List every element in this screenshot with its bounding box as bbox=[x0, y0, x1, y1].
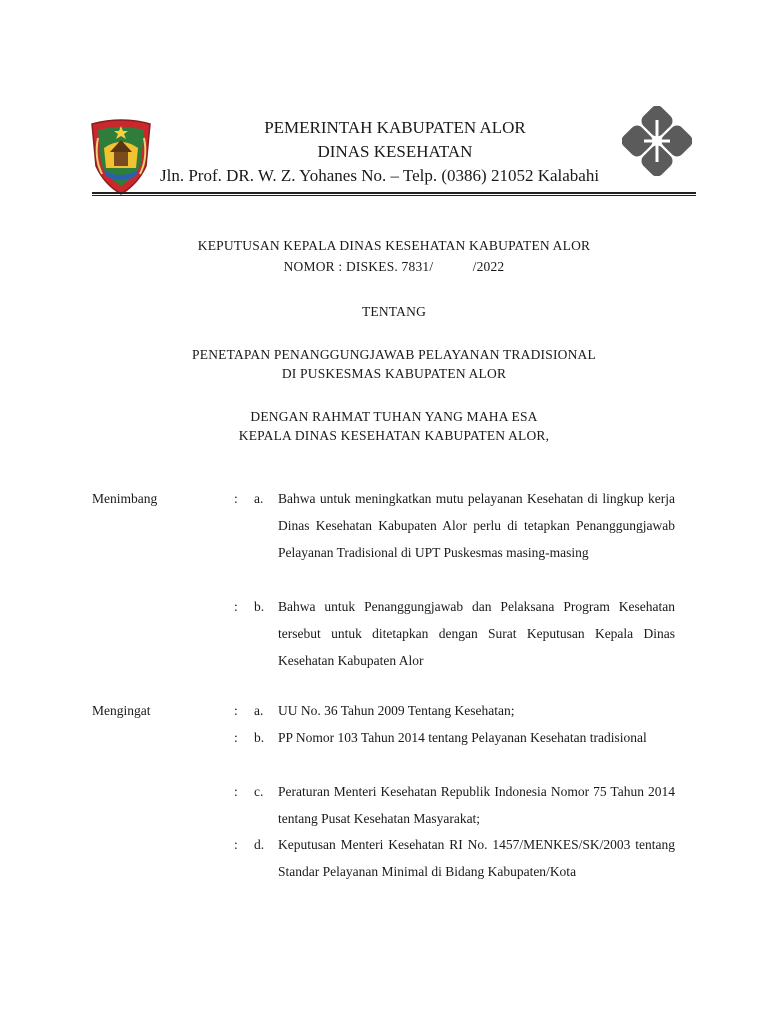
menimbang-item-a: Bahwa untuk meningkatkan mutu pelayanan Kesehatan di lingkup kerja Dinas Kesehatan Kabupaten Alor perlu di tetapkan Penanggungjawab Pelayanan Tradisional di UPT Puskesmas masing-masing bbox=[278, 491, 675, 560]
menimbang-item-b: Bahwa untuk Penanggungjawab dan Pelaksana Program Kesehatan tersebut untuk ditetapkan dengan Surat Keputusan Kepala Dinas Kesehatan Kabupaten Alor bbox=[278, 599, 675, 668]
item-letter: b. bbox=[254, 730, 265, 745]
letterhead-rule-thin bbox=[92, 195, 696, 196]
letterhead-department: DINAS KESEHATAN bbox=[317, 142, 473, 161]
letterhead-government: PEMERINTAH KABUPATEN ALOR bbox=[264, 118, 526, 137]
mengingat-item-a: UU No. 36 Tahun 2009 Tentang Kesehatan; bbox=[278, 703, 515, 718]
decree-title: KEPUTUSAN KEPALA DINAS KESEHATAN KABUPATEN ALOR bbox=[197, 238, 591, 253]
item-letter: a. bbox=[254, 491, 264, 506]
letterhead-address: Jln. Prof. DR. W. Z. Yohanes No. – Telp. (0386) 21052 Kalabahi bbox=[160, 166, 600, 185]
letterhead-rule bbox=[92, 192, 696, 194]
item-letter: d. bbox=[254, 837, 265, 852]
colon: : bbox=[234, 730, 238, 745]
colon: : bbox=[234, 837, 238, 852]
decree-number: NOMOR : DISKES. 7831/ /2022 bbox=[283, 259, 505, 274]
decree-subject-line2: DI PUSKESMAS KABUPATEN ALOR bbox=[281, 366, 507, 381]
mengingat-item-d: Keputusan Menteri Kesehatan RI No. 1457/MENKES/SK/2003 tentang Standar Pelayanan Minimal di Bidang Kabupaten/Kota bbox=[278, 837, 675, 879]
mengingat-item-c: Peraturan Menteri Kesehatan Republik Indonesia Nomor 75 Tahun 2014 tentang Pusat Kesehatan Masyarakat; bbox=[278, 784, 675, 826]
letterhead bbox=[0, 0, 768, 200]
decree-subject-line1: PENETAPAN PENANGGUNGJAWAB PELAYANAN TRADISIONAL bbox=[192, 347, 596, 362]
decree-blessing: DENGAN RAHMAT TUHAN YANG MAHA ESA bbox=[250, 409, 538, 424]
item-letter: c. bbox=[254, 784, 264, 799]
mengingat-item-b: PP Nomor 103 Tahun 2014 tentang Pelayanan Kesehatan tradisional bbox=[278, 730, 647, 745]
decree-authority: KEPALA DINAS KESEHATAN KABUPATEN ALOR, bbox=[238, 428, 550, 443]
item-letter: b. bbox=[254, 599, 265, 614]
decree-about: TENTANG bbox=[361, 304, 427, 319]
colon: : bbox=[234, 703, 238, 718]
item-letter: a. bbox=[254, 703, 264, 718]
ministry-of-health-logo-icon bbox=[622, 106, 692, 176]
alor-regency-emblem-icon bbox=[88, 118, 154, 196]
mengingat-label: Mengingat bbox=[92, 703, 151, 718]
menimbang-label: Menimbang bbox=[92, 491, 158, 506]
colon: : bbox=[234, 599, 238, 614]
colon: : bbox=[234, 491, 238, 506]
colon: : bbox=[234, 784, 238, 799]
